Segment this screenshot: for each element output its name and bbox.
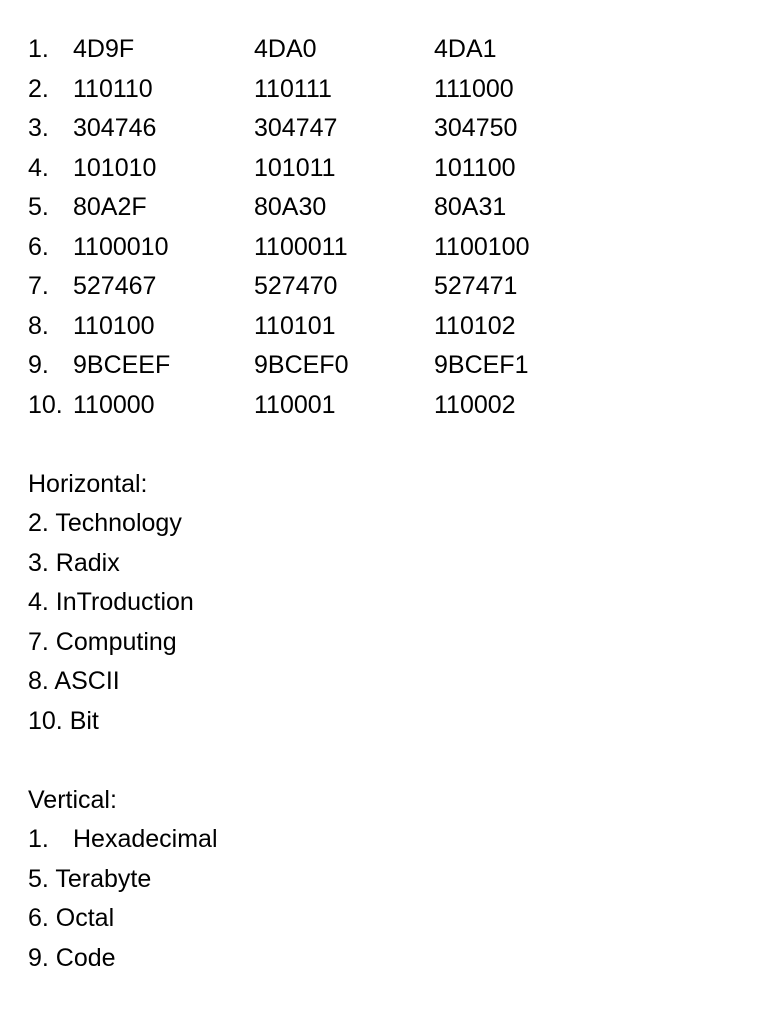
- horizontal-heading: Horizontal:: [28, 469, 148, 498]
- row-number: 8.: [28, 311, 49, 340]
- cell-value: 111000: [434, 74, 514, 103]
- cell-value: 110002: [434, 390, 516, 419]
- cell-value: 80A31: [434, 193, 507, 221]
- cell-value: 527471: [434, 272, 518, 300]
- table-row: [28, 307, 748, 347]
- list-item-label: Hexadecimal: [73, 825, 218, 853]
- table-row: [28, 30, 748, 70]
- cell-value: 110111: [254, 74, 332, 103]
- table-row: [28, 346, 748, 386]
- table-row: [28, 188, 748, 228]
- cell-value: 9BCEF0: [254, 351, 349, 379]
- cell-value: 101010: [73, 153, 157, 182]
- list-item: 6. Octal: [28, 904, 115, 932]
- cell-value: 9BCEEF: [73, 351, 171, 379]
- row-number: 2.: [28, 74, 49, 103]
- cell-value: 9BCEF1: [434, 351, 529, 379]
- row-number: 4.: [28, 153, 49, 182]
- list-item: 5. Terabyte: [28, 864, 152, 893]
- cell-value: 1100011: [254, 232, 348, 261]
- cell-value: 110101: [254, 311, 336, 340]
- cell-value: 527470: [254, 272, 338, 300]
- list-item: 10. Bit: [28, 706, 99, 735]
- cell-value: 4DA0: [254, 35, 317, 63]
- vertical-section: [28, 781, 748, 979]
- cell-value: 4DA1: [434, 35, 497, 63]
- list-item: 9. Code: [28, 943, 116, 972]
- spacer: [28, 425, 748, 465]
- row-number: 1.: [28, 35, 49, 63]
- cell-value: 304746: [73, 114, 157, 142]
- table-row: [28, 70, 748, 110]
- spacer: [28, 741, 748, 781]
- cell-value: 101100: [434, 153, 516, 182]
- cell-value: 4D9F: [73, 35, 135, 63]
- answer-document: [28, 30, 748, 978]
- row-number: 9.: [28, 351, 49, 379]
- row-number: 10.: [28, 390, 63, 419]
- cell-value: 80A30: [254, 193, 327, 221]
- cell-value: 110102: [434, 311, 516, 340]
- cell-value: 304747: [254, 114, 338, 142]
- cell-value: 101011: [254, 153, 336, 182]
- list-item: 4. InTroduction: [28, 588, 194, 616]
- number-table: [28, 30, 748, 425]
- cell-value: 527467: [73, 272, 157, 300]
- list-item: 3. Radix: [28, 548, 120, 577]
- cell-value: 304750: [434, 114, 518, 142]
- cell-value: 110000: [73, 390, 155, 419]
- list-item: [28, 820, 748, 860]
- row-number: 6.: [28, 232, 49, 261]
- cell-value: 1100010: [73, 232, 169, 261]
- cell-value: 1100100: [434, 232, 530, 261]
- cell-value: 110110: [73, 74, 153, 103]
- horizontal-section: [28, 465, 748, 742]
- table-row: [28, 386, 748, 426]
- row-number: 5.: [28, 193, 49, 221]
- list-item-number: 1.: [28, 825, 49, 853]
- cell-value: 110001: [254, 390, 336, 419]
- table-row: [28, 109, 748, 149]
- cell-value: 110100: [73, 311, 155, 340]
- vertical-heading: Vertical:: [28, 785, 117, 814]
- table-row: [28, 267, 748, 307]
- list-item: 2. Technology: [28, 509, 182, 537]
- list-item: 7. Computing: [28, 627, 177, 656]
- row-number: 7.: [28, 272, 49, 300]
- cell-value: 80A2F: [73, 193, 147, 221]
- row-number: 3.: [28, 114, 49, 142]
- list-item: 8. ASCII: [28, 667, 120, 695]
- table-row: [28, 228, 748, 268]
- table-row: [28, 149, 748, 189]
